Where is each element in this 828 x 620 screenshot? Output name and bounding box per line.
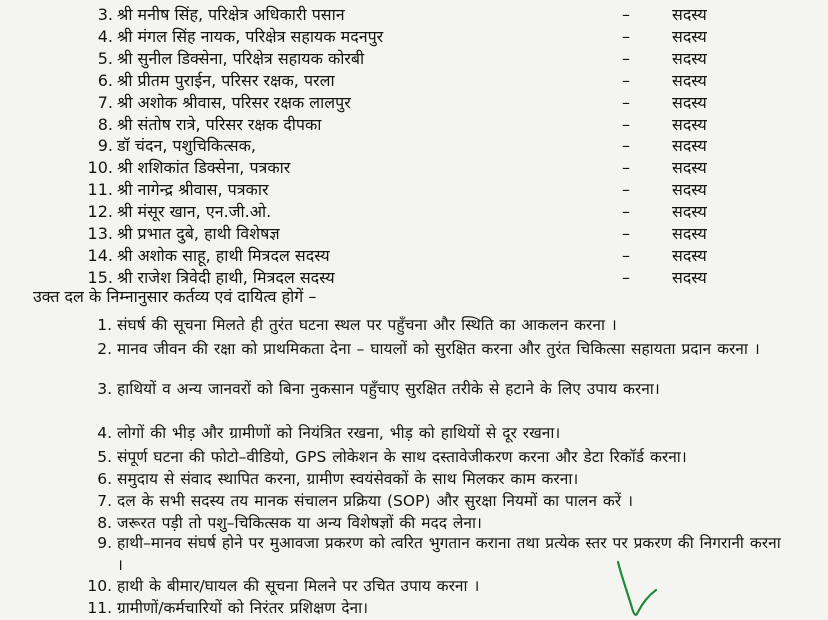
member-name: श्री अशोक साहू, हाथी मित्रदल सदस्य [117,245,330,265]
duty-text: हाथी के बीमार/घायल की सूचना मिलने पर उचित उपाय करना । [117,577,480,595]
member-row [0,70,828,92]
member-dash: – [622,158,630,178]
member-dash: – [622,5,630,24]
duty-number: 10. [87,577,112,595]
duty-number: 6. [97,470,112,488]
member-row [0,26,828,48]
member-row [0,201,828,223]
member-row [0,223,828,245]
member-row [0,179,828,201]
duty-text: जरूरत पड़ी तो पशु–चिकित्सक या अन्य विशेषज्ञों की मदद लेना। [117,514,482,532]
member-name: श्री सुनील डिक्सेना, परिक्षेत्र सहायक कोरबी [117,48,365,68]
signature-mark [612,560,658,620]
member-number: 6. [97,70,113,90]
member-dash: – [622,245,630,265]
member-dash: – [622,180,630,200]
member-row [0,4,828,26]
duty-text: हाथी–मानव संघर्ष होने पर मुआवजा प्रकरण को त्वरित भुगतान कराना तथा प्रत्येक स्तर पर प्रकरण की निगरानी करना । [117,534,781,574]
duties-heading: उक्त दल के निम्नानुसार कर्तव्य एवं दायित्व होगें – [33,287,317,306]
duty-text: हाथियों व अन्य जानवरों को बिना नुकसान पहुँचाए सुरक्षित तरीके से हटाने के लिए उपाय करना। [117,380,660,398]
member-number: 15. [87,267,113,287]
member-number: 10. [87,158,113,178]
member-number: 14. [87,245,113,265]
member-row [0,135,828,157]
member-number: 9. [97,136,113,156]
duty-text: दल के सभी सदस्य तय मानक संचालन प्रक्रिया (SOP) और सुरक्षा नियमों का पालन करें । [117,492,633,510]
member-dash: – [622,48,630,68]
member-row [0,245,828,267]
duty-number: 11. [87,599,112,617]
duty-text: समुदाय से संवाद स्थापित करना, ग्रामीण स्वयंसेवकों के साथ मिलकर काम करना। [117,470,579,488]
member-role: सदस्य [672,70,707,90]
member-dash: – [622,267,630,287]
duty-text: लोगों की भीड़ और ग्रामीणों को नियंत्रित रखना, भीड़ को हाथियों से दूर रखना। [117,424,561,442]
member-name: श्री मंगल सिंह नायक, परिक्षेत्र सहायक मदनपुर [117,26,384,46]
member-name: श्री राजेश त्रिवेदी हाथी, मित्रदल सदस्य [117,267,335,287]
member-dash: – [622,202,630,222]
duty-number: 7. [97,492,112,510]
member-number: 5. [97,48,113,68]
member-role: सदस्य [672,158,707,178]
member-dash: – [622,26,630,46]
member-role: सदस्य [672,26,707,46]
member-row [0,48,828,70]
member-dash: – [622,92,630,112]
member-name: श्री मनीष सिंह, परिक्षेत्र अधिकारी पसान [117,5,345,24]
member-number: 13. [87,224,113,243]
member-name: श्री संतोष रात्रे, परिसर रक्षक दीपका [117,114,322,134]
member-role: सदस्य [672,180,707,200]
member-number: 11. [87,180,113,200]
member-role: सदस्य [672,136,707,156]
member-number: 8. [97,114,113,134]
member-name: श्री प्रीतम पुराईन, परिसर रक्षक, परला [117,70,335,90]
member-name: श्री मंसूर खान, एन.जी.ओ. [117,202,272,222]
duty-number: 8. [97,514,112,532]
duty-text: संघर्ष की सूचना मिलते ही तुरंत घटना स्थल पर पहुँचना और स्थिति का आकलन करना । [117,316,617,334]
member-number: 7. [97,92,113,112]
member-row [0,114,828,136]
member-number: 12. [87,202,113,222]
member-name: श्री प्रभात दुबे, हाथी विशेषज्ञ [117,224,280,243]
duty-number: 3. [97,380,112,398]
duty-number: 9. [97,534,112,552]
duty-text: संपूर्ण घटना की फोटो–वीडियो, GPS लोकेशन के साथ दस्तावेजीकरण करना और डेटा रिकॉर्ड करना। [117,448,687,466]
member-row [0,92,828,114]
duty-number: 5. [97,448,112,466]
member-role: सदस्य [672,48,707,68]
duty-number: 2. [97,340,112,358]
duty-text: मानव जीवन की रक्षा को प्राथमिकता देना – घायलों को सुरक्षित करना और तुरंत चिकित्सा सहायता प्रदान करना । [117,340,760,358]
member-name: डॉ चंदन, पशुचिकित्सक, [117,136,256,156]
member-role: सदस्य [672,5,707,24]
member-role: सदस्य [672,224,707,243]
member-number: 3. [97,5,113,24]
member-name: श्री अशोक श्रीवास, परिसर रक्षक लालपुर [117,92,351,112]
duty-text: ग्रामीणों/कर्मचारियों को निरंतर प्रशिक्षण देना। [117,599,369,617]
member-role: सदस्य [672,202,707,222]
member-role: सदस्य [672,267,707,287]
member-name: श्री नागेन्द्र श्रीवास, पत्रकार [117,180,269,200]
member-dash: – [622,224,630,243]
member-role: सदस्य [672,114,707,134]
member-number: 4. [97,26,113,46]
member-dash: – [622,70,630,90]
member-dash: – [622,114,630,134]
member-role: सदस्य [672,92,707,112]
member-dash: – [622,136,630,156]
member-role: सदस्य [672,245,707,265]
duty-number: 1. [97,316,112,334]
duty-number: 4. [97,424,112,442]
member-name: श्री शशिकांत डिक्सेना, पत्रकार [117,158,291,178]
member-row [0,157,828,179]
